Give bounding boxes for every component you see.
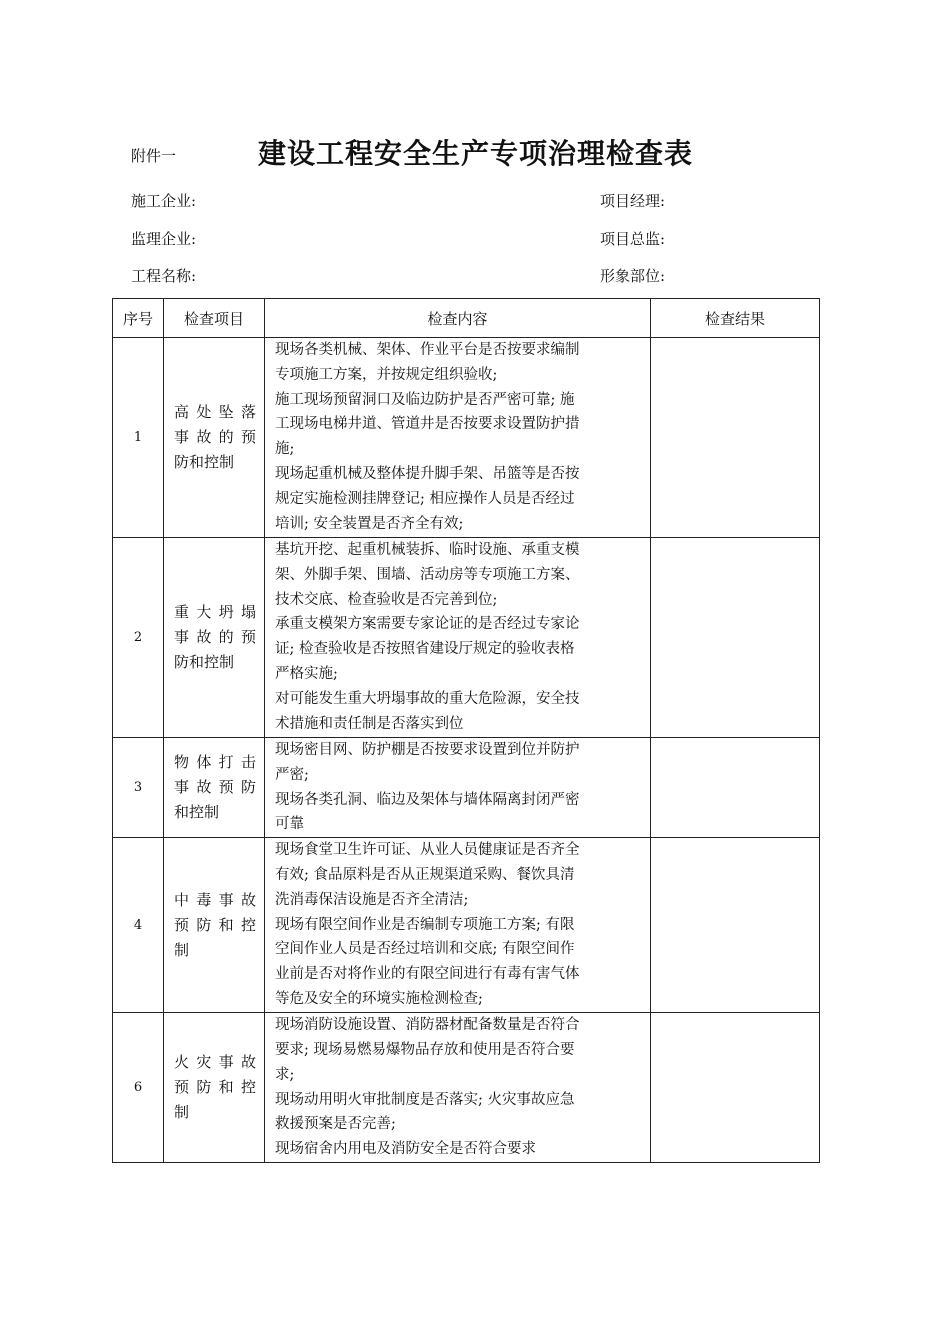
row-result[interactable] <box>651 738 820 838</box>
chief-supervisor-label: 项目总监: <box>600 230 666 248</box>
content-line: 现场各类机械、架体、作业平台是否按要求编制 <box>275 342 580 358</box>
content-line: 现场消防设施设置、消防器材配备数量是否符合 <box>275 1017 580 1034</box>
project-manager-label: 项目经理: <box>600 192 666 210</box>
content-line: 基坑开挖、起重机械装拆、临时设施、承重支模 <box>275 542 580 558</box>
row-num: 6 <box>113 1013 164 1163</box>
construction-company-label: 施工企业: <box>131 192 197 210</box>
item-line: 预防和控 <box>174 1078 256 1097</box>
content-line: 现场各类孔洞、临边及架体与墙体隔离封闭严密 <box>275 791 580 808</box>
content-line: 承重支模架方案需要专家论证的是否经过专家论 <box>275 616 580 633</box>
row-num: 1 <box>113 338 164 538</box>
content-line: 工现场电梯井道、管道井是否按要求设置防护措 <box>275 416 580 433</box>
col-header-result: 检查结果 <box>651 299 820 338</box>
item-line: 高处坠落 <box>174 403 256 421</box>
content-line: 现场动用明火审批制度是否落实; 火灾事故应急 <box>275 1091 575 1108</box>
page-title: 建设工程安全生产专项治理检查表 <box>258 137 694 170</box>
content-line: 严密; <box>275 766 309 783</box>
item-line: 事故的预 <box>174 428 256 446</box>
row-result[interactable] <box>651 1013 820 1163</box>
item-line: 防和控制 <box>174 453 235 471</box>
progress-position-label: 形象部位: <box>600 267 666 285</box>
content-line: 现场宿舍内用电及消防安全是否符合要求 <box>275 1141 536 1158</box>
col-header-item: 检查项目 <box>164 299 265 338</box>
content-line: 术措施和责任制是否落实到位 <box>275 715 464 732</box>
content-line: 业前是否对将作业的有限空间进行有毒有害气体 <box>275 966 580 983</box>
table-row <box>113 538 820 738</box>
content-line: 要求; 现场易燃易爆物品存放和使用是否符合要 <box>275 1041 575 1058</box>
row-content <box>265 838 651 1013</box>
item-line: 预防和控 <box>174 915 256 934</box>
row-result[interactable] <box>651 338 820 538</box>
row-item <box>164 338 265 538</box>
col-header-content: 检查内容 <box>265 299 651 338</box>
table-row <box>113 1013 820 1163</box>
table-header-row <box>113 299 820 338</box>
item-line: 中毒事故 <box>174 890 256 909</box>
inspection-table <box>112 298 820 1163</box>
row-num: 4 <box>113 838 164 1013</box>
row-item <box>164 738 265 838</box>
content-line: 对可能发生重大坍塌事故的重大危险源，安全技 <box>275 690 580 707</box>
content-line: 现场食堂卫生许可证、从业人员健康证是否齐全 <box>275 842 580 859</box>
content-line: 架、外脚手架、围墙、活动房等专项施工方案、 <box>275 566 580 583</box>
row-num: 3 <box>113 738 164 838</box>
content-line: 规定实施检测挂牌登记; 相应操作人员是否经过 <box>275 490 575 507</box>
content-line: 专项施工方案，并按规定组织验收; <box>275 366 498 383</box>
item-line: 和控制 <box>174 803 220 822</box>
content-line: 等危及安全的环境实施检测检查; <box>275 990 483 1007</box>
item-line: 事故的预 <box>174 628 256 646</box>
row-result[interactable] <box>651 838 820 1013</box>
row-content <box>265 738 651 838</box>
row-item <box>164 1013 265 1163</box>
content-line: 洗消毒保洁设施是否齐全清洁; <box>275 891 469 908</box>
col-header-num: 序号 <box>113 299 164 338</box>
item-line: 物体打击 <box>174 753 256 772</box>
table-row <box>113 838 820 1013</box>
row-content <box>265 1013 651 1163</box>
item-line: 火灾事故 <box>174 1053 256 1072</box>
row-item <box>164 838 265 1013</box>
content-line: 技术交底、检查验收是否完善到位; <box>275 591 498 608</box>
annex-label: 附件一 <box>131 147 177 165</box>
item-line: 制 <box>174 1103 190 1122</box>
item-line: 防和控制 <box>174 653 235 671</box>
item-line: 事故预防 <box>174 778 256 797</box>
content-line: 有效; 食品原料是否从正规渠道采购、餐饮具清 <box>275 866 575 883</box>
content-line: 培训; 安全装置是否齐全有效; <box>275 515 464 532</box>
content-line: 求; <box>275 1066 295 1083</box>
content-line: 严格实施; <box>275 665 338 682</box>
content-line: 现场密目网、防护棚是否按要求设置到位并防护 <box>275 742 580 758</box>
row-item <box>164 538 265 738</box>
item-line: 重大坍塌 <box>174 603 256 621</box>
row-content <box>265 338 651 538</box>
content-line: 施; <box>275 441 295 458</box>
table-row <box>113 738 820 838</box>
content-line: 证; 检查验收是否按照省建设厅规定的验收表格 <box>275 641 575 658</box>
content-line: 现场起重机械及整体提升脚手架、吊篮等是否按 <box>275 465 580 482</box>
table-row <box>113 338 820 538</box>
item-line: 制 <box>174 940 190 959</box>
content-line: 施工现场预留洞口及临边防护是否严密可靠; 施 <box>275 391 575 408</box>
row-num: 2 <box>113 538 164 738</box>
supervision-company-label: 监理企业: <box>131 230 197 248</box>
content-line: 现场有限空间作业是否编制专项施工方案; 有限 <box>275 916 575 933</box>
row-result[interactable] <box>651 538 820 738</box>
content-line: 空间作业人员是否经过培训和交底; 有限空间作 <box>275 941 575 958</box>
project-name-label: 工程名称: <box>131 267 197 285</box>
row-content <box>265 538 651 738</box>
content-line: 救援预案是否完善; <box>275 1116 396 1133</box>
content-line: 可靠 <box>275 816 304 833</box>
